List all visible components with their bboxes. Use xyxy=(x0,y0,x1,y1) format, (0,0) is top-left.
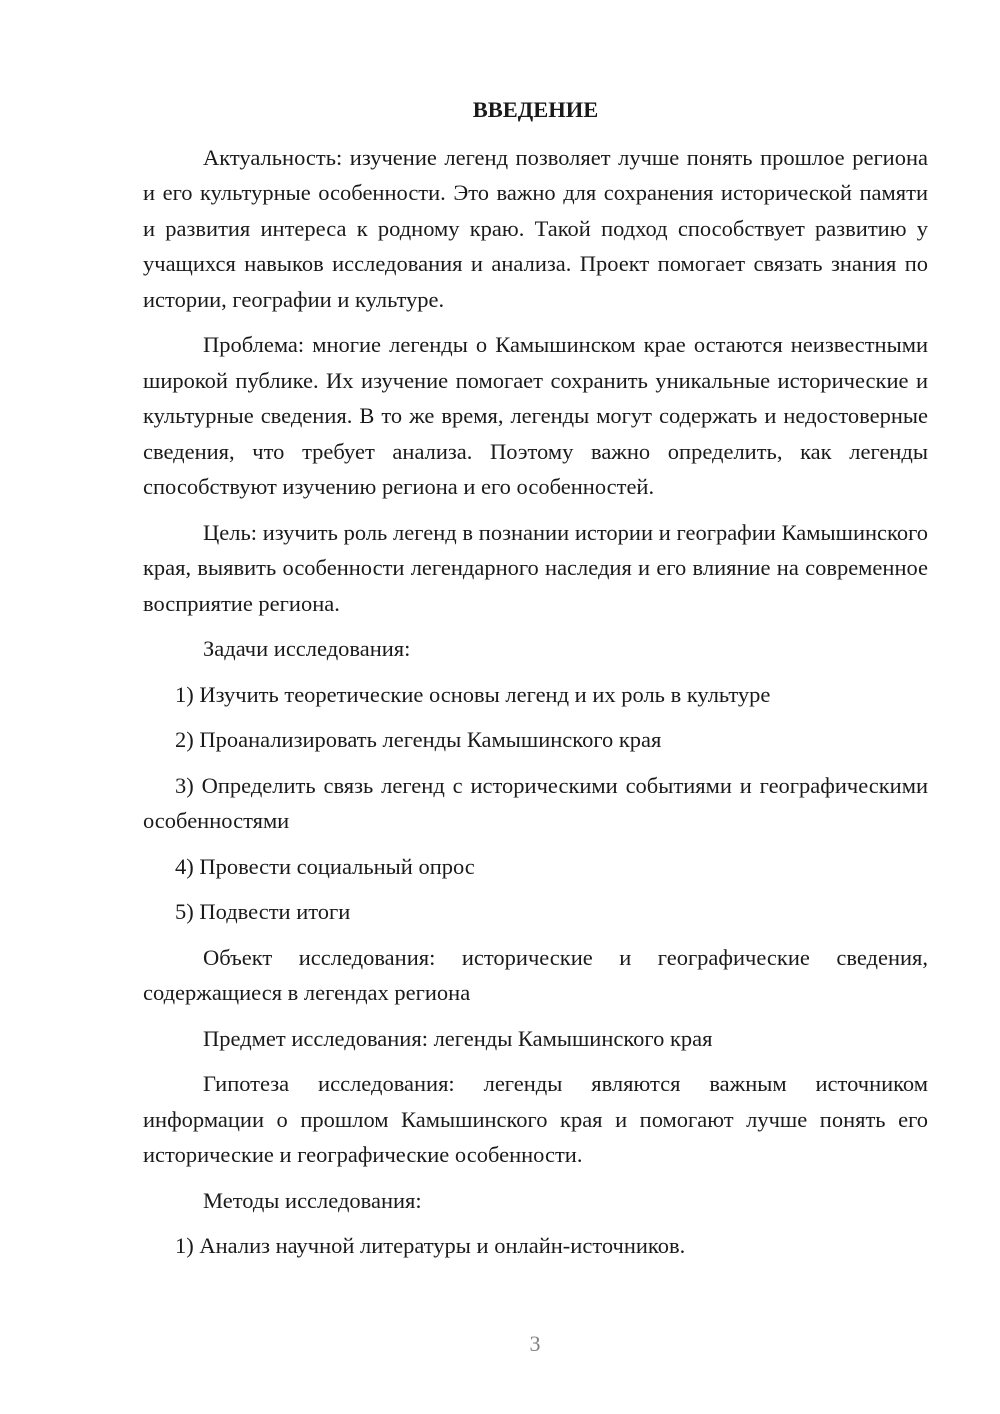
relevance-paragraph: Актуальность: изучение легенд позволяет лучше понять прошлое региона и его культурные особенности. Это важно для сохранения исторической памяти и развития интереса к родному краю. Такой подход способствует развитию у учащихся навыков исследования и анализа. Проект помогает связать знания по истории, географии и культуре. xyxy=(143,144,928,312)
method-item: 1) Анализ научной литературы и онлайн-источников. xyxy=(175,1233,686,1258)
problem-paragraph: Проблема: многие легенды о Камышинском крае остаются неизвестными широкой публике. Их изучение помогает сохранить уникальные исторические и культурные сведения. В то же время, легенды могут содержать и недостоверные сведения, что требует анализа. Поэтому важно определить, как легенды способствуют изучению региона и его особенностей. xyxy=(143,332,928,499)
page-number: 3 xyxy=(529,1331,541,1356)
methods-heading: Методы исследования: xyxy=(203,1187,422,1213)
tasks-heading: Задачи исследования: xyxy=(203,636,411,661)
subject-paragraph: Предмет исследования: легенды Камышинского края xyxy=(203,1025,713,1051)
task-item: 2) Проанализировать легенды Камышинского края xyxy=(175,727,662,752)
task-item: 4) Провести социальный опрос xyxy=(175,853,475,879)
hypothesis-paragraph: Гипотеза исследования: легенды являются важным источником информации о прошлом Камышинского края и помогают лучше понять его исторические и географические особенности. xyxy=(143,1071,928,1167)
task-item: 3) Определить связь легенд с историческими событиями и географическими особенностями xyxy=(143,772,928,833)
object-paragraph: Объект исследования: исторические и географические сведения, содержащиеся в легендах региона xyxy=(143,944,928,1005)
task-item: 1) Изучить теоретические основы легенд и их роль в культуре xyxy=(175,681,771,707)
document-page xyxy=(143,92,928,1274)
goal-paragraph: Цель: изучить роль легенд в познании истории и географии Камышинского края, выявить особенности легендарного наследия и его влияние на современное восприятие региона. xyxy=(143,519,928,616)
task-item: 5) Подвести итоги xyxy=(175,899,351,924)
section-title: ВВЕДЕНИЕ xyxy=(472,97,599,122)
